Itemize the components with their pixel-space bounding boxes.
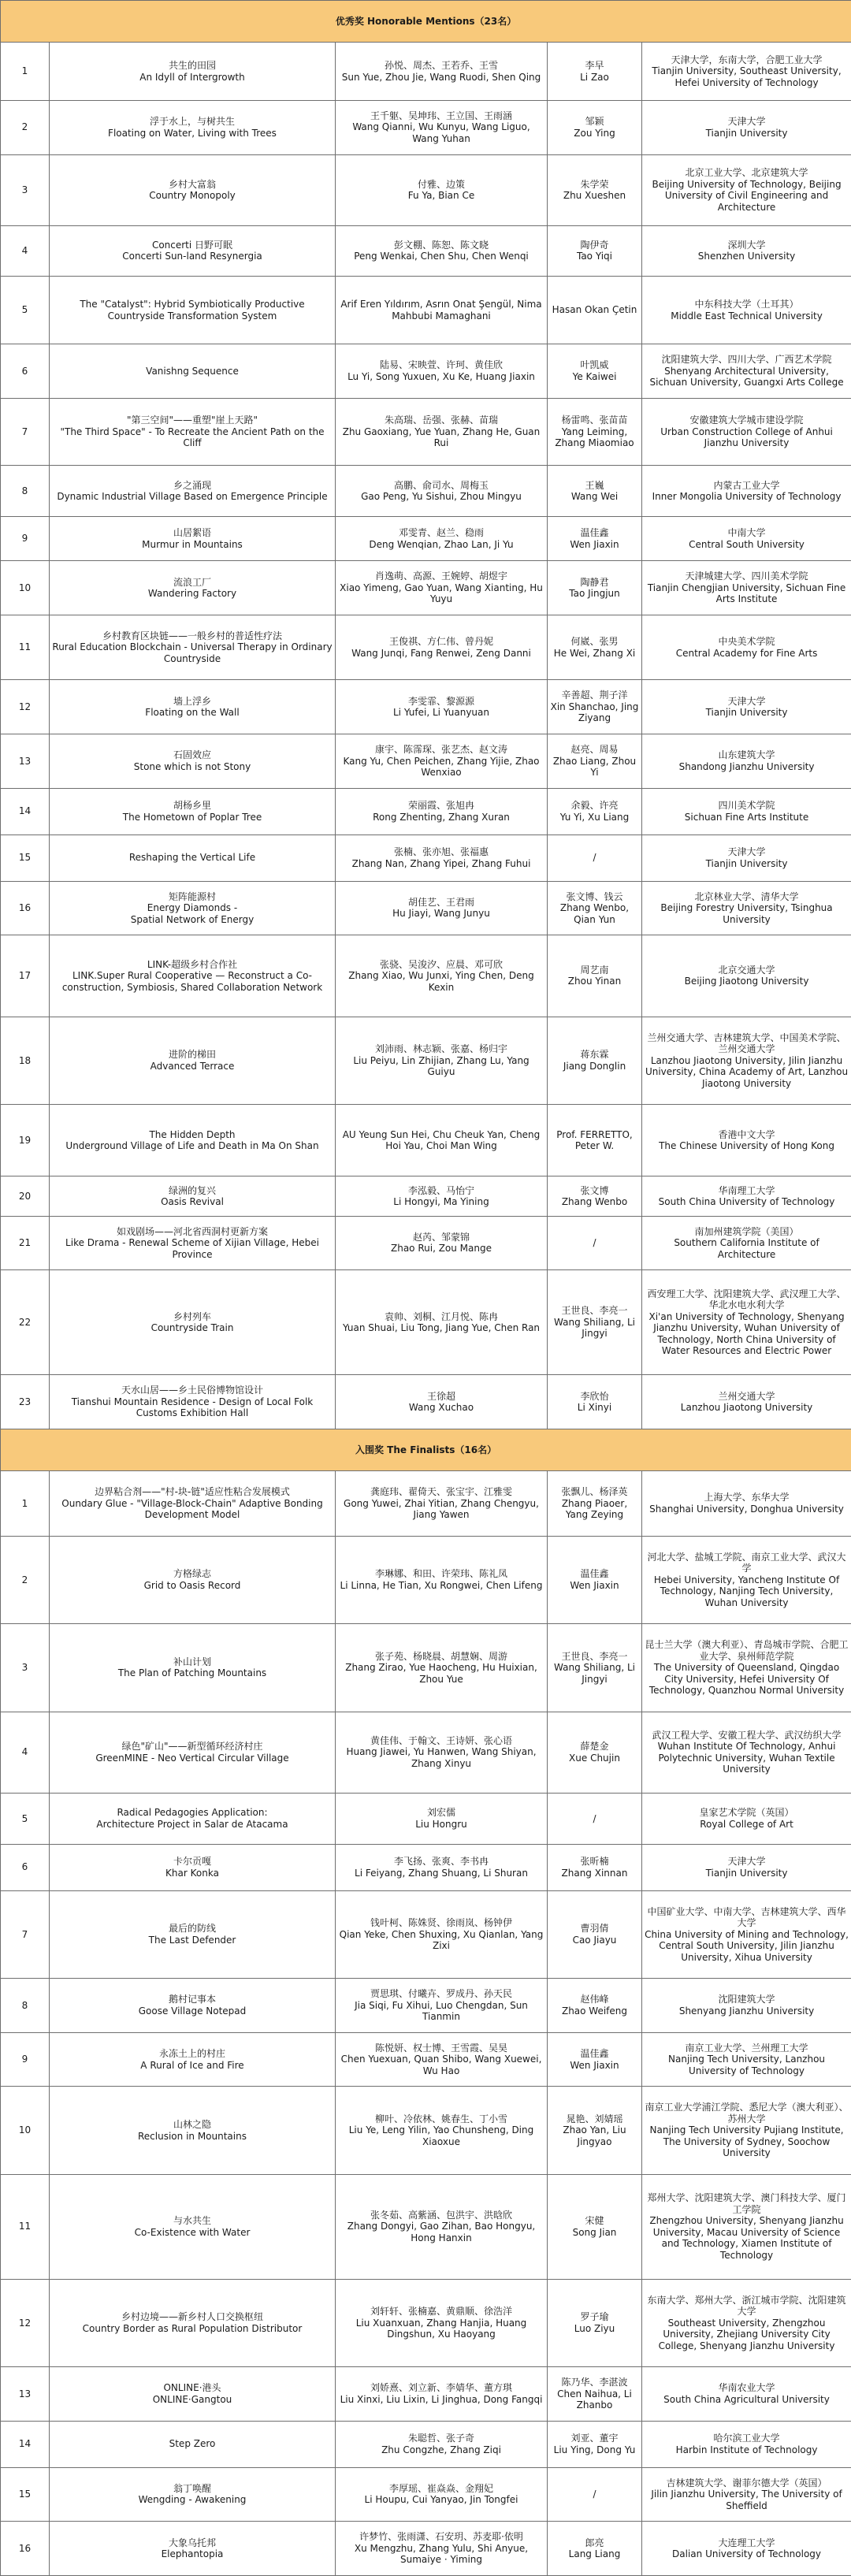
row-number: 18	[1, 1017, 50, 1104]
tutor-names: 张昕楠 Zhang Xinnan	[548, 1844, 642, 1890]
author-names: 张楠、张亦旭、张福惠 Zhang Nan, Zhang Yipei, Zhang Fuhui	[336, 835, 548, 881]
table-row	[1, 1712, 851, 1793]
table-row	[1, 615, 851, 680]
institution-names: 哈尔滨工业大学 Harbin Institute of Technology	[642, 2421, 851, 2467]
finalists-header-row	[1, 1429, 851, 1470]
table-row	[1, 344, 851, 399]
tutor-names: 晁艳、刘婧瑶 Zhao Yan, Liu Jingyao	[548, 2087, 642, 2174]
project-title: 翁丁唤醒 Wengding - Awakening	[50, 2467, 336, 2522]
row-number: 14	[1, 788, 50, 835]
author-names: 陆易、宋映萱、许珂、黄佳欣 Lu Yi, Song Yuxuen, Xu Ke, Huang Jiaxin	[336, 344, 548, 399]
project-title: 与水共生 Co-Existence with Water	[50, 2174, 336, 2279]
tutor-names: Prof. FERRETTO, Peter W.	[548, 1105, 642, 1176]
author-names: 朱聪哲、张子奇 Zhu Congzhe, Zhang Ziqi	[336, 2421, 548, 2467]
tutor-names: 李欣怡 Li Xinyi	[548, 1375, 642, 1429]
author-names: 李琳娜、和田、许荣玮、陈礼凤 Li Linna, He Tian, Xu Rongwei, Chen Lifeng	[336, 1536, 548, 1623]
tutor-names: 薛楚金 Xue Chujin	[548, 1712, 642, 1793]
tutor-names: 王世良、李亮一 Wang Shiliang, Li Jingyi	[548, 1624, 642, 1712]
project-title: 流浪工厂 Wandering Factory	[50, 561, 336, 615]
author-names: 刘沛雨、林志颖、张嘉、杨归宇 Liu Peiyu, Lin Zhijian, Zhang Lu, Yang Guiyu	[336, 1017, 548, 1104]
project-title: 胡杨乡里 The Hometown of Poplar Tree	[50, 788, 336, 835]
row-number: 8	[1, 1979, 50, 2033]
project-title: 永冻土上的村庄 A Rural of Ice and Fire	[50, 2032, 336, 2087]
row-number: 6	[1, 344, 50, 399]
author-names: 孙悦、周杰、王若乔、王雪 Sun Yue, Zhou Jie, Wang Ruodi, Shen Qing	[336, 43, 548, 101]
author-names: 李雯霏、黎源源 Li Yufei, Li Yuanyuan	[336, 680, 548, 734]
table-row	[1, 154, 851, 225]
row-number: 5	[1, 1793, 50, 1844]
institution-names: 郑州大学、沈阳建筑大学、澳门科技大学、厦门工学院 Zhengzhou University, Shenyang Jianzhu University, Macau University of Science and Technology, Xiamen Institute of Technology	[642, 2174, 851, 2279]
institution-names: 华南农业大学 South China Agricultural University	[642, 2366, 851, 2421]
finalists-title: 入围奖 The Finalists（16名）	[1, 1429, 851, 1470]
tutor-names: 辛善超、荆子洋 Xin Shanchao, Jing Ziyang	[548, 680, 642, 734]
project-title: 山林之隐 Reclusion in Mountains	[50, 2087, 336, 2174]
institution-names: 北京交通大学 Beijing Jiaotong University	[642, 935, 851, 1017]
tutor-names: /	[548, 1216, 642, 1270]
table-row	[1, 2467, 851, 2522]
table-row	[1, 2522, 851, 2576]
tutor-names: 杨雷鸣、张苗苗 Yang Leiming, Zhang Miaomiao	[548, 398, 642, 466]
author-names: 王俊祺、方仁伟、曾丹妮 Wang Junqi, Fang Renwei, Zeng Danni	[336, 615, 548, 680]
institution-names: 香港中文大学 The Chinese University of Hong Kong	[642, 1105, 851, 1176]
honorable-mentions-header-row	[1, 1, 851, 43]
tutor-names: 王世良、李亮一 Wang Shiliang, Li Jingyi	[548, 1270, 642, 1375]
project-title: Step Zero	[50, 2421, 336, 2467]
row-number: 3	[1, 1624, 50, 1712]
project-title: 乡村大富翁 Country Monopoly	[50, 154, 336, 225]
project-title: The Hidden Depth Underground Village of Life and Death in Ma On Shan	[50, 1105, 336, 1176]
author-names: 康宇、陈霈琛、张艺杰、赵文涛 Kang Yu, Chen Peichen, Zhang Yijie, Zhao Wenxiao	[336, 734, 548, 789]
tutor-names: 郎亮 Lang Liang	[548, 2522, 642, 2576]
institution-names: 南京工业大学、兰州理工大学 Nanjing Tech University, Lanzhou University of Technology	[642, 2032, 851, 2087]
table-row	[1, 225, 851, 277]
tutor-names: 赵伟峰 Zhao Weifeng	[548, 1979, 642, 2033]
project-title: Vanishng Sequence	[50, 344, 336, 399]
row-number: 15	[1, 2467, 50, 2522]
row-number: 11	[1, 615, 50, 680]
author-names: 刘娇熹、刘立新、李婧华、董方琪 Liu Xinxi, Liu Lixin, Li Jinghua, Dong Fangqi	[336, 2366, 548, 2421]
tutor-names: 张飘儿、杨泽英 Zhang Piaoer, Yang Zeying	[548, 1471, 642, 1537]
tutor-names: Hasan Okan Çetin	[548, 277, 642, 344]
tutor-names: 温佳鑫 Wen Jiaxin	[548, 2032, 642, 2087]
table-row	[1, 466, 851, 517]
tutor-names: 张文博 Zhang Wenbo	[548, 1176, 642, 1216]
institution-names: 天津大学 Tianjin University	[642, 680, 851, 734]
author-names: 龚庭玮、翟倚天、张宝宇、江雅雯 Gong Yuwei, Zhai Yitian, Zhang Chengyu, Jiang Yawen	[336, 1471, 548, 1537]
project-title: 补山计划 The Plan of Patching Mountains	[50, 1624, 336, 1712]
table-row	[1, 2421, 851, 2467]
table-row	[1, 935, 851, 1017]
table-row	[1, 517, 851, 561]
institution-names: 中南大学 Central South University	[642, 517, 851, 561]
institution-names: 天津城建大学、四川美术学院 Tianjin Chengjian University, Sichuan Fine Arts Institute	[642, 561, 851, 615]
institution-names: 兰州交通大学 Lanzhou Jiaotong University	[642, 1375, 851, 1429]
institution-names: 天津大学，东南大学，合肥工业大学 Tianjin University, Southeast University, Hefei University of Technology	[642, 43, 851, 101]
row-number: 13	[1, 734, 50, 789]
table-row	[1, 680, 851, 734]
author-names: 邓雯青、赵兰、稳雨 Deng Wenqian, Zhao Lan, Ji Yu	[336, 517, 548, 561]
tutor-names: 陶伊奇 Tao Yiqi	[548, 225, 642, 277]
institution-names: 山东建筑大学 Shandong Jianzhu University	[642, 734, 851, 789]
institution-names: 中东科技大学（土耳其） Middle East Technical University	[642, 277, 851, 344]
institution-names: 内蒙古工业大学 Inner Mongolia University of Technology	[642, 466, 851, 517]
institution-names: 皇家艺术学院（英国） Royal College of Art	[642, 1793, 851, 1844]
table-row	[1, 1176, 851, 1216]
row-number: 21	[1, 1216, 50, 1270]
table-row	[1, 398, 851, 466]
author-names: 柳叶、冷依林、姚春生、丁小雪 Liu Ye, Leng Yilin, Yao Chunsheng, Ding Xiaoxue	[336, 2087, 548, 2174]
table-row	[1, 100, 851, 154]
institution-names: 天津大学 Tianjin University	[642, 835, 851, 881]
tutor-names: 王巍 Wang Wei	[548, 466, 642, 517]
institution-names: 华南理工大学 South China University of Technology	[642, 1176, 851, 1216]
institution-names: 河北大学、盐城工学院、南京工业大学、武汉大学 Hebei University, Yancheng Institute Of Technology, Nanjing Tech University, Wuhan University	[642, 1536, 851, 1623]
table-row	[1, 734, 851, 789]
row-number: 3	[1, 154, 50, 225]
row-number: 6	[1, 1844, 50, 1890]
project-title: 绿色"矿山"——新型循环经济村庄 GreenMINE - Neo Vertical Circular Village	[50, 1712, 336, 1793]
table-row	[1, 1979, 851, 2033]
project-title: LINK-超级乡村合作社 LINK.Super Rural Cooperative — Reconstruct a Co-construction, Symbiosis, Shared Collaboration Network	[50, 935, 336, 1017]
project-title: 墙上浮乡 Floating on the Wall	[50, 680, 336, 734]
project-title: 石固效应 Stone which is not Stony	[50, 734, 336, 789]
table-row	[1, 835, 851, 881]
author-names: 胡佳艺、王君雨 Hu Jiayi, Wang Junyu	[336, 881, 548, 935]
row-number: 22	[1, 1270, 50, 1375]
row-number: 17	[1, 935, 50, 1017]
institution-names: 吉林建筑大学、谢菲尔德大学（英国） Jilin Jianzhu University, The University of Sheffield	[642, 2467, 851, 2522]
row-number: 1	[1, 43, 50, 101]
institution-names: 上海大学、东华大学 Shanghai University, Donghua University	[642, 1471, 851, 1537]
project-title: 进阶的梯田 Advanced Terrace	[50, 1017, 336, 1104]
tutor-names: 何崴、张男 He Wei, Zhang Xi	[548, 615, 642, 680]
row-number: 9	[1, 517, 50, 561]
row-number: 10	[1, 2087, 50, 2174]
row-number: 13	[1, 2366, 50, 2421]
project-title: 方格绿志 Grid to Oasis Record	[50, 1536, 336, 1623]
project-title: 天水山居——乡土民俗博物馆设计 Tianshui Mountain Residence - Design of Local Folk Customs Exhibition Hall	[50, 1375, 336, 1429]
author-names: 赵芮、邹蒙锦 Zhao Rui, Zou Mange	[336, 1216, 548, 1270]
institution-names: 安徽建筑大学城市建设学院 Urban Construction College of Anhui Jianzhu University	[642, 398, 851, 466]
institution-names: 西安理工大学、沈阳建筑大学、武汉理工大学、华北水电水利大学 Xi'an University of Technology, Shenyang Jianzhu University, Wuhan University of Technology, North China University of Water Resources and Electric Power	[642, 1270, 851, 1375]
table-row	[1, 2087, 851, 2174]
project-title: 边界粘合剂——"村-块-链"适应性粘合发展模式 Oundary Glue - "Village-Block-Chain" Adaptive Bonding Development Model	[50, 1471, 336, 1537]
institution-names: 昆士兰大学（澳大利亚）、青岛城市学院、合肥工业大学、泉州师范学院 The University of Queensland, Qingdao City University, Hefei University Of Technology, Quanzhou Normal University	[642, 1624, 851, 1712]
row-number: 2	[1, 100, 50, 154]
project-title: 大象乌托邦 Elephantopia	[50, 2522, 336, 2576]
author-names: 李泓毅、马怡宁 Li Hongyi, Ma Yining	[336, 1176, 548, 1216]
project-title: 矩阵能源村 Energy Diamonds - Spatial Network of Energy	[50, 881, 336, 935]
project-title: 最后的防线 The Last Defender	[50, 1890, 336, 1978]
institution-names: 沈阳建筑大学、四川大学、广西艺术学院 Shenyang Architectural University, Sichuan University, Guangxi Arts College	[642, 344, 851, 399]
author-names: 袁帅、刘桐、江月悦、陈冉 Yuan Shuai, Liu Tong, Jiang Yue, Chen Ran	[336, 1270, 548, 1375]
tutor-names: 朱学荣 Zhu Xueshen	[548, 154, 642, 225]
row-number: 12	[1, 680, 50, 734]
author-names: AU Yeung Sun Hei, Chu Cheuk Yan, Cheng Hoi Yau, Choi Man Wing	[336, 1105, 548, 1176]
project-title: 共生的田园 An Idyll of Intergrowth	[50, 43, 336, 101]
table-row	[1, 1270, 851, 1375]
row-number: 8	[1, 466, 50, 517]
tutor-names: 蒋东霖 Jiang Donglin	[548, 1017, 642, 1104]
author-names: 李飞扬、张爽、李书冉 Li Feiyang, Zhang Shuang, Li Shuran	[336, 1844, 548, 1890]
table-row	[1, 1844, 851, 1890]
table-row	[1, 1017, 851, 1104]
institution-names: 中国矿业大学、中南大学、吉林建筑大学、西华大学 China University of Mining and Technology, Central South University, Jilin Jianzhu University, Xihua University	[642, 1890, 851, 1978]
institution-names: 北京工业大学、北京建筑大学 Beijing University of Technology, Beijing University of Civil Engineering and Architecture	[642, 154, 851, 225]
tutor-names: 罗子瑜 Luo Ziyu	[548, 2279, 642, 2366]
author-names: 朱高瑞、岳强、张赫、苗瑞 Zhu Gaoxiang, Yue Yuan, Zhang He, Guan Rui	[336, 398, 548, 466]
row-number: 16	[1, 881, 50, 935]
tutor-names: 温佳鑫 Wen Jiaxin	[548, 1536, 642, 1623]
institution-names: 武汉工程大学、安徽工程大学、武汉纺织大学 Wuhan Institute Of Technology, Anhui Polytechnic University, Wuhan Textile University	[642, 1712, 851, 1793]
project-title: Concerti 日野可眠 Concerti Sun-land Resynergia	[50, 225, 336, 277]
institution-names: 四川美术学院 Sichuan Fine Arts Institute	[642, 788, 851, 835]
row-number: 7	[1, 398, 50, 466]
table-row	[1, 2032, 851, 2087]
project-title: 浮于水上，与树共生 Floating on Water, Living with Trees	[50, 100, 336, 154]
row-number: 11	[1, 2174, 50, 2279]
institution-names: 兰州交通大学、吉林建筑大学、中国美术学院、兰州交通大学 Lanzhou Jiaotong University, Jilin Jianzhu University, China Academy of Art, Lanzhou Jiaotong University	[642, 1017, 851, 1104]
tutor-names: /	[548, 2467, 642, 2522]
author-names: 许梦竹、张雨潇、石安玥、苏麦耶·依明 Xu Mengzhu, Zhang Yulu, Shi Anyue, Sumaiye · Yiming	[336, 2522, 548, 2576]
author-names: 刘轩轩、张楠嘉、黄鼎顺、徐浩洋 Liu Xuanxuan, Zhang Hanjia, Huang Dingshun, Xu Haoyang	[336, 2279, 548, 2366]
row-number: 10	[1, 561, 50, 615]
row-number: 4	[1, 1712, 50, 1793]
project-title: 乡之涌现 Dynamic Industrial Village Based on Emergence Principle	[50, 466, 336, 517]
tutor-names: 邹颖 Zou Ying	[548, 100, 642, 154]
institution-names: 北京林业大学、清华大学 Beijing Forestry University, Tsinghua University	[642, 881, 851, 935]
project-title: Reshaping the Vertical Life	[50, 835, 336, 881]
project-title: ONLINE·港头 ONLINE·Gangtou	[50, 2366, 336, 2421]
project-title: 卡尔贡嘎 Khar Konka	[50, 1844, 336, 1890]
tutor-names: 周艺南 Zhou Yinan	[548, 935, 642, 1017]
project-title: "第三空间"——重塑"崖上天路" "The Third Space" - To Recreate the Ancient Path on the Cliff	[50, 398, 336, 466]
tutor-names: 陶静君 Tao Jingjun	[548, 561, 642, 615]
tutor-names: /	[548, 835, 642, 881]
project-title: Radical Pedagogies Application: Architecture Project in Salar de Atacama	[50, 1793, 336, 1844]
table-row	[1, 1536, 851, 1623]
table-row	[1, 1216, 851, 1270]
tutor-names: 温佳鑫 Wen Jiaxin	[548, 517, 642, 561]
row-number: 15	[1, 835, 50, 881]
table-row	[1, 1471, 851, 1537]
table-row	[1, 2366, 851, 2421]
row-number: 2	[1, 1536, 50, 1623]
table-row	[1, 2174, 851, 2279]
row-number: 12	[1, 2279, 50, 2366]
row-number: 19	[1, 1105, 50, 1176]
institution-names: 中央美术学院 Central Academy for Fine Arts	[642, 615, 851, 680]
honorable-mentions-section	[1, 1, 851, 1429]
author-names: 张子苑、杨晓晨、胡慧娴、周游 Zhang Zirao, Yue Haocheng, Hu Huixian, Zhou Yue	[336, 1624, 548, 1712]
institution-names: 大连理工大学 Dalian University of Technology	[642, 2522, 851, 2576]
tutor-names: 李早 Li Zao	[548, 43, 642, 101]
row-number: 23	[1, 1375, 50, 1429]
author-names: Arif Eren Yıldırım, Asrın Onat Şengül, Nima Mahbubi Mamaghani	[336, 277, 548, 344]
institution-names: 天津大学 Tianjin University	[642, 1844, 851, 1890]
institution-names: 天津大学 Tianjin University	[642, 100, 851, 154]
row-number: 20	[1, 1176, 50, 1216]
project-title: 绿洲的复兴 Oasis Revival	[50, 1176, 336, 1216]
tutor-names: 刘亚、董宇 Liu Ying, Dong Yu	[548, 2421, 642, 2467]
row-number: 16	[1, 2522, 50, 2576]
table-row	[1, 1375, 851, 1429]
institution-names: 南加州建筑学院（美国） Southern California Institute of Architecture	[642, 1216, 851, 1270]
author-names: 张冬茹、高紫涵、包洪宇、洪晗欣 Zhang Dongyi, Gao Zihan, Bao Hongyu, Hong Hanxin	[336, 2174, 548, 2279]
author-names: 王千躯、吴坤玮、王立国、王雨涵 Wang Qianni, Wu Kunyu, Wang Liguo, Wang Yuhan	[336, 100, 548, 154]
tutor-names: 宋健 Song Jian	[548, 2174, 642, 2279]
tutor-names: /	[548, 1793, 642, 1844]
tutor-names: 张文博、钱云 Zhang Wenbo, Qian Yun	[548, 881, 642, 935]
author-names: 彭文棚、陈恕、陈文晓 Peng Wenkai, Chen Shu, Chen Wenqi	[336, 225, 548, 277]
tutor-names: 陈乃华、李湛波 Chen Naihua, Li Zhanbo	[548, 2366, 642, 2421]
table-row	[1, 1793, 851, 1844]
tutor-names: 余毅、许亮 Yu Yi, Xu Liang	[548, 788, 642, 835]
author-names: 付雅、边策 Fu Ya, Bian Ce	[336, 154, 548, 225]
tutor-names: 曹羽倩 Cao Jiayu	[548, 1890, 642, 1978]
row-number: 1	[1, 1471, 50, 1537]
author-names: 高鹏、俞司水、周梅玉 Gao Peng, Yu Sishui, Zhou Mingyu	[336, 466, 548, 517]
tutor-names: 叶凯威 Ye Kaiwei	[548, 344, 642, 399]
project-title: 山居絮语 Murmur in Mountains	[50, 517, 336, 561]
row-number: 4	[1, 225, 50, 277]
project-title: 鹅村记事本 Goose Village Notepad	[50, 1979, 336, 2033]
table-row	[1, 43, 851, 101]
project-title: 如戏剧场——河北省西洞村更新方案 Like Drama - Renewal Scheme of Xijian Village, Hebei Province	[50, 1216, 336, 1270]
table-row	[1, 2279, 851, 2366]
project-title: 乡村教育区块链——一般乡村的普适性疗法 Rural Education Blockchain - Universal Therapy in Ordinary Countryside	[50, 615, 336, 680]
table-row	[1, 1890, 851, 1978]
author-names: 钱叶柯、陈姝贤、徐雨岚、杨钟伊 Qian Yeke, Chen Shuxing, Xu Qianlan, Yang Zixi	[336, 1890, 548, 1978]
table-row	[1, 1624, 851, 1712]
author-names: 黄佳伟、于翰文、王诗妍、张心语 Huang Jiawei, Yu Hanwen, Wang Shiyan, Zhang Xinyu	[336, 1712, 548, 1793]
table-row	[1, 1105, 851, 1176]
row-number: 5	[1, 277, 50, 344]
row-number: 14	[1, 2421, 50, 2467]
author-names: 陈悦妍、权士博、王雪霞、吴昊 Chen Yuexuan, Quan Shibo, Wang Xuewei, Wu Hao	[336, 2032, 548, 2087]
table-row	[1, 881, 851, 935]
project-title: 乡村边境——新乡村人口交换枢纽 Country Border as Rural Population Distributor	[50, 2279, 336, 2366]
author-names: 刘宏儒 Liu Hongru	[336, 1793, 548, 1844]
row-number: 9	[1, 2032, 50, 2087]
finalists-section	[1, 1429, 851, 2575]
row-number: 7	[1, 1890, 50, 1978]
table-row	[1, 561, 851, 615]
table-row	[1, 277, 851, 344]
table-row	[1, 788, 851, 835]
author-names: 荣丽霞、张旭冉 Rong Zhenting, Zhang Xuran	[336, 788, 548, 835]
project-title: The "Catalyst": Hybrid Symbiotically Productive Countryside Transformation System	[50, 277, 336, 344]
tutor-names: 赵亮、周易 Zhao Liang, Zhou Yi	[548, 734, 642, 789]
honorable-mentions-title: 优秀奖 Honorable Mentions（23名）	[1, 1, 851, 43]
institution-names: 深圳大学 Shenzhen University	[642, 225, 851, 277]
author-names: 肖逸萌、高源、王婉婷、胡煜宇 Xiao Yimeng, Gao Yuan, Wang Xianting, Hu Yuyu	[336, 561, 548, 615]
institution-names: 东南大学、郑州大学、浙江城市学院、沈阳建筑大学 Southeast University, Zhengzhou University, Zhejiang University City College, Shenyang Jianzhu University	[642, 2279, 851, 2366]
author-names: 贾思琪、付曦卉、罗成丹、孙天民 Jia Siqi, Fu Xihui, Luo Chengdan, Sun Tianmin	[336, 1979, 548, 2033]
institution-names: 南京工业大学浦江学院、悉尼大学（澳大利亚）、苏州大学 Nanjing Tech University Pujiang Institute, The University of Sydney, Soochow University	[642, 2087, 851, 2174]
institution-names: 沈阳建筑大学 Shenyang Jianzhu University	[642, 1979, 851, 2033]
project-title: 乡村列车 Countryside Train	[50, 1270, 336, 1375]
author-names: 李厚瑶、崔焱焱、金翔妃 Li Houpu, Cui Yanyao, Jin Tongfei	[336, 2467, 548, 2522]
author-names: 王徐超 Wang Xuchao	[336, 1375, 548, 1429]
author-names: 张骁、吴浚汐、应晨、邓可欣 Zhang Xiao, Wu Junxi, Ying Chen, Deng Kexin	[336, 935, 548, 1017]
